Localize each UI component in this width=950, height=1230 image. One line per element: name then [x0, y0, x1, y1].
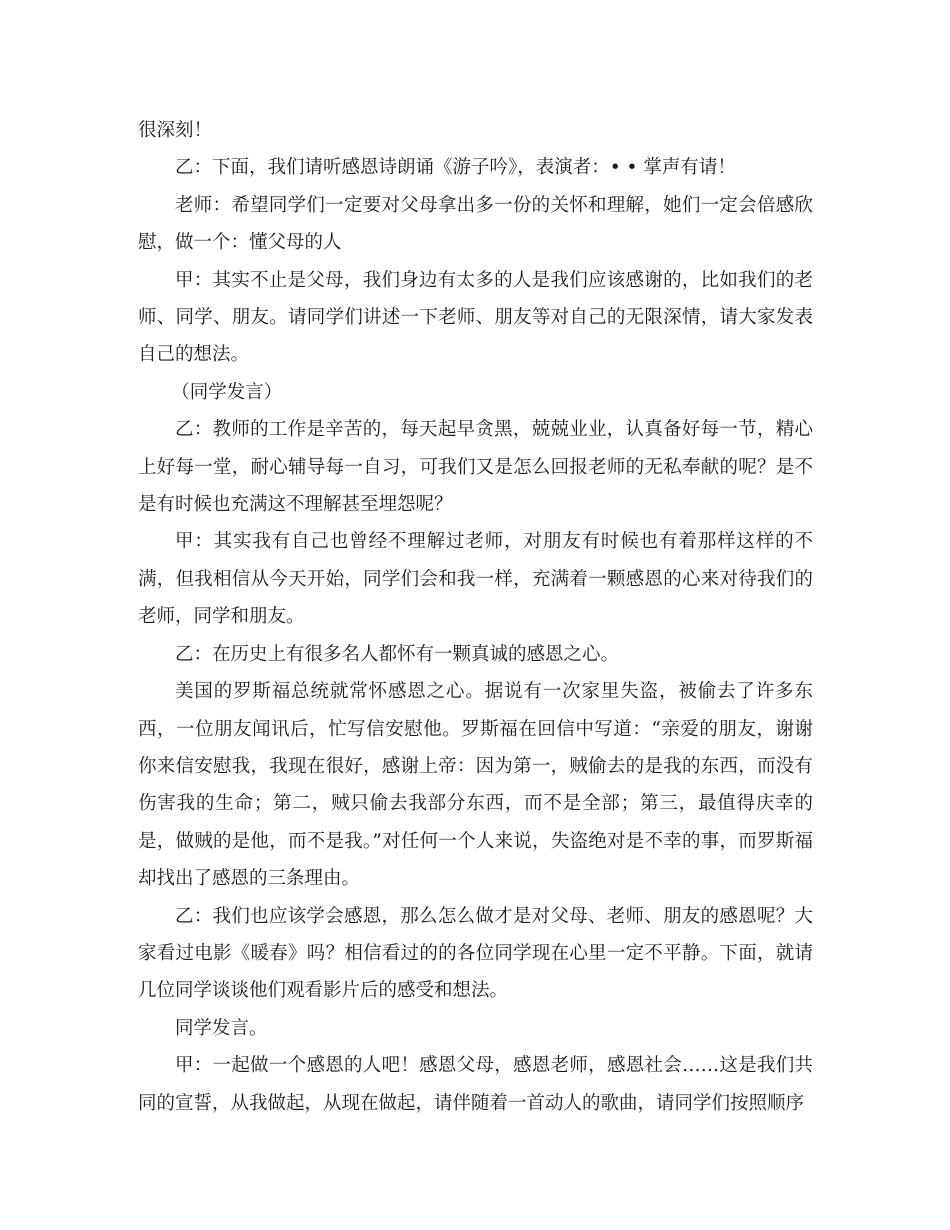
- paragraph-roosevelt-story: 美国的罗斯福总统就常怀感恩之心。据说有一次家里失盗，被偷去了许多东西，一位朋友闻讯后，忙写信安慰他。罗斯福在回信中写道：“亲爱的朋友，谢谢你来信安慰我，我现在很好，感谢上帝：因为第一，贼偷去的是我的东西，而没有伤害我的生命；第二，贼只偷去我部分东西，而不是全部；第三，最值得庆幸的是，做贼的是他，而不是我。”对任何一个人来说，失盗绝对是不幸的事，而罗斯福却找出了感恩的三条理由。: [138, 681, 813, 890]
- paragraph-jia-closing: 甲：一起做一个感恩的人吧！感恩父母，感恩老师，感恩社会……这是我们共同的宣誓，从我做起，从现在做起，请伴随着一首动人的歌曲，请同学们按照顺序: [138, 1055, 813, 1114]
- paragraph-student-speech: 同学发言。: [175, 1017, 268, 1039]
- paragraph-yi-history: 乙：在历史上有很多名人都怀有一颗真诚的感恩之心。: [175, 643, 620, 665]
- paragraph-student-speech-note: （同学发言）: [171, 381, 283, 403]
- paragraph-jia-thanks: 甲：其实不止是父母，我们身边有太多的人是我们应该感谢的，比如我们的老师、同学、朋友。请同学们讲述一下老师、朋友等对自己的无限深情，请大家发表自己的想法。: [138, 269, 813, 366]
- paragraph-yi-teachers: 乙：教师的工作是辛苦的，每天起早贪黑，兢兢业业，认真备好每一节，精心上好每一堂，耐心辅导每一自习，可我们又是怎么回报老师的无私奉献的呢？是不是有时候也充满这不理解甚至埋怨呢？: [138, 419, 813, 516]
- paragraph-yi-movie: 乙：我们也应该学会感恩，那么怎么做才是对父母、老师、朋友的感恩呢？大家看过电影《暖春》吗？相信看过的的各位同学现在心里一定不平静。下面，就请几位同学谈谈他们观看影片后的感受和想法。: [138, 905, 813, 1002]
- paragraph-recitation-intro: 乙：下面，我们请听感恩诗朗诵《游子吟》，表演者：• • 掌声有请！: [175, 157, 736, 179]
- paragraph-continuation: 很深刻！: [138, 120, 213, 141]
- document-body: [138, 112, 813, 1122]
- paragraph-jia-reflection: 甲：其实我有自己也曾经不理解过老师，对朋友有时候也有着那样这样的不满，但我相信从今天开始，同学们会和我一样，充满着一颗感恩的心来对待我们的老师，同学和朋友。: [138, 531, 813, 628]
- paragraph-teacher-remark: 老师：希望同学们一定要对父母拿出多一份的关怀和理解，她们一定会倍感欣慰，做一个：懂父母的人: [138, 194, 813, 254]
